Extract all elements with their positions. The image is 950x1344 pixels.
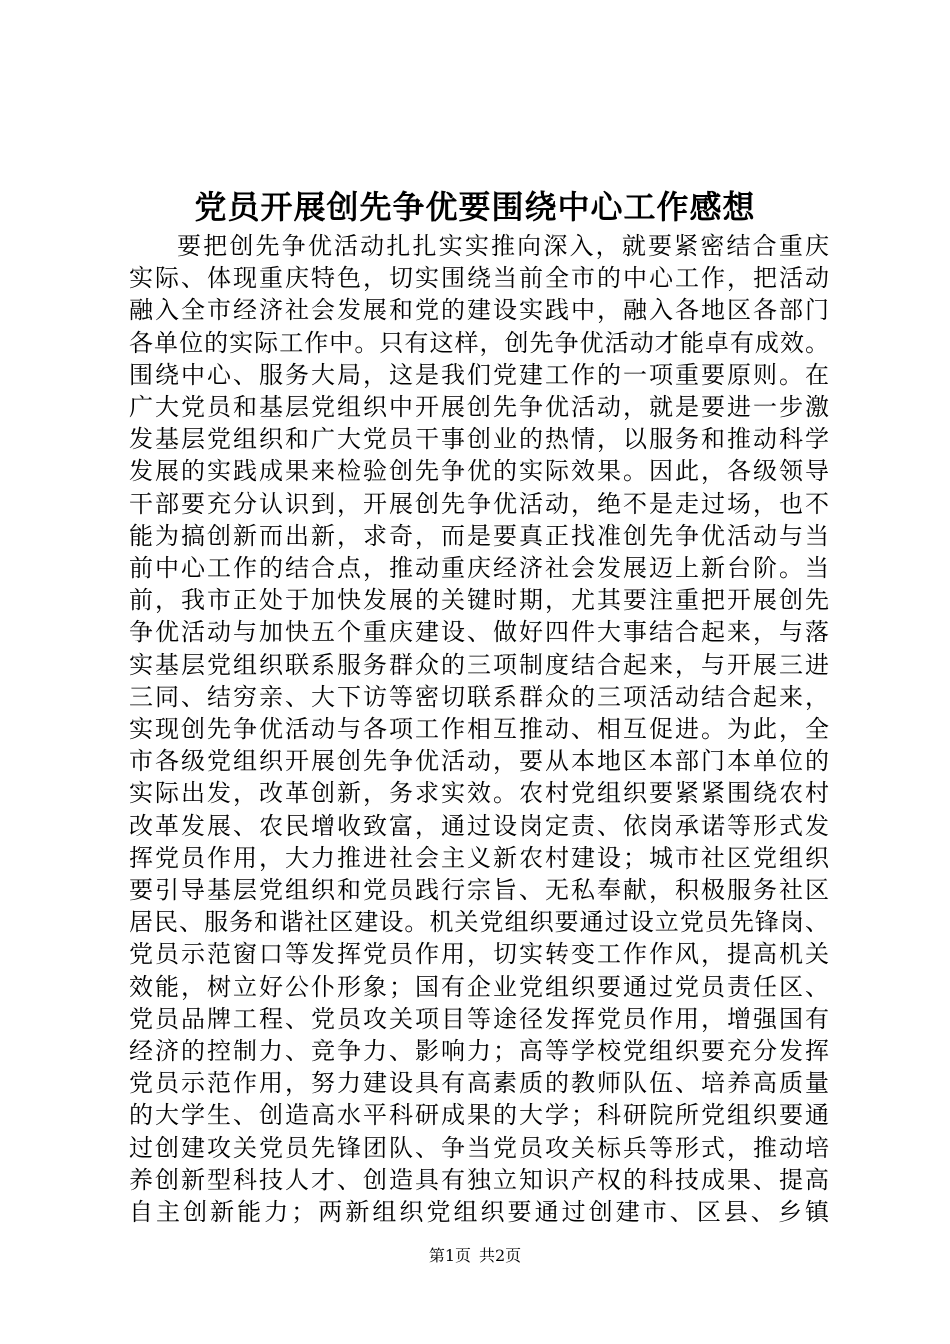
body-line: 党员品牌工程、党员攻关项目等途径发挥党员作用，增强国有 — [129, 1004, 829, 1033]
body-line: 发展的实践成果来检验创先争优的实际效果。因此，各级领导 — [129, 457, 829, 486]
body-line: 能为搞创新而出新，求奇，而是要真正找准创先争优活动与当 — [129, 521, 829, 550]
body-line: 实际出发，改革创新，务求实效。农村党组织要紧紧围绕农村 — [129, 779, 829, 808]
page-number: 第1页 — [428, 1246, 471, 1265]
document-body — [129, 230, 829, 1228]
body-line: 党员示范窗口等发挥党员作用，切实转变工作作风，提高机关 — [129, 940, 829, 969]
body-line: 养创新型科技人才、创造具有独立知识产权的科技成果、提高 — [129, 1165, 829, 1194]
page-total: 共2页 — [479, 1246, 522, 1265]
body-line: 党员示范作用，努力建设具有高素质的教师队伍、培养高质量 — [129, 1069, 829, 1098]
body-line: 要把创先争优活动扎扎实实推向深入，就要紧密结合重庆 — [177, 232, 829, 260]
body-line: 前中心工作的结合点，推动重庆经济社会发展迈上新台阶。当 — [129, 554, 829, 583]
body-line: 前，我市正处于加快发展的关键时期，尤其要注重把开展创先 — [129, 586, 829, 615]
body-line: 效能，树立好公仆形象；国有企业党组织要通过党员责任区、 — [129, 972, 829, 1001]
body-line: 要引导基层党组织和党员践行宗旨、无私奉献，积极服务社区 — [129, 876, 829, 905]
body-line: 实际、体现重庆特色，切实围绕当前全市的中心工作，把活动 — [129, 264, 829, 293]
body-line: 融入全市经济社会发展和党的建设实践中，融入各地区各部门 — [129, 296, 829, 325]
body-line: 干部要充分认识到，开展创先争优活动，绝不是走过场，也不 — [129, 489, 829, 518]
body-line: 实基层党组织联系服务群众的三项制度结合起来，与开展三进 — [129, 650, 829, 679]
body-line: 各单位的实际工作中。只有这样，创先争优活动才能卓有成效。 — [129, 328, 829, 357]
body-line: 市各级党组织开展创先争优活动，要从本地区本部门本单位的 — [129, 747, 829, 776]
body-line: 经济的控制力、竞争力、影响力；高等学校党组织要充分发挥 — [129, 1037, 829, 1066]
body-line: 发基层党组织和广大党员干事创业的热情，以服务和推动科学 — [129, 425, 829, 454]
body-line: 争优活动与加快五个重庆建设、做好四件大事结合起来，与落 — [129, 618, 829, 647]
body-line: 自主创新能力；两新组织党组织要通过创建市、区县、乡镇 — [129, 1198, 829, 1227]
body-line: 三同、结穷亲、大下访等密切联系群众的三项活动结合起来， — [129, 682, 829, 711]
body-line: 挥党员作用，大力推进社会主义新农村建设；城市社区党组织 — [129, 843, 829, 872]
body-line: 居民、服务和谐社区建设。机关党组织要通过设立党员先锋岗、 — [129, 908, 829, 937]
body-line: 围绕中心、服务大局，这是我们党建工作的一项重要原则。在 — [129, 360, 829, 389]
body-line: 广大党员和基层党组织中开展创先争优活动，就是要进一步激 — [129, 393, 829, 422]
body-line: 的大学生、创造高水平科研成果的大学；科研院所党组织要通 — [129, 1101, 829, 1130]
document-title: 党员开展创先争优要围绕中心工作感想 — [194, 188, 756, 226]
body-line: 过创建攻关党员先锋团队、争当党员攻关标兵等形式，推动培 — [129, 1133, 829, 1162]
body-line: 改革发展、农民增收致富，通过设岗定责、依岗承诺等形式发 — [129, 811, 829, 840]
page-footer — [0, 1245, 950, 1267]
body-line: 实现创先争优活动与各项工作相互推动、相互促进。为此，全 — [129, 715, 829, 744]
